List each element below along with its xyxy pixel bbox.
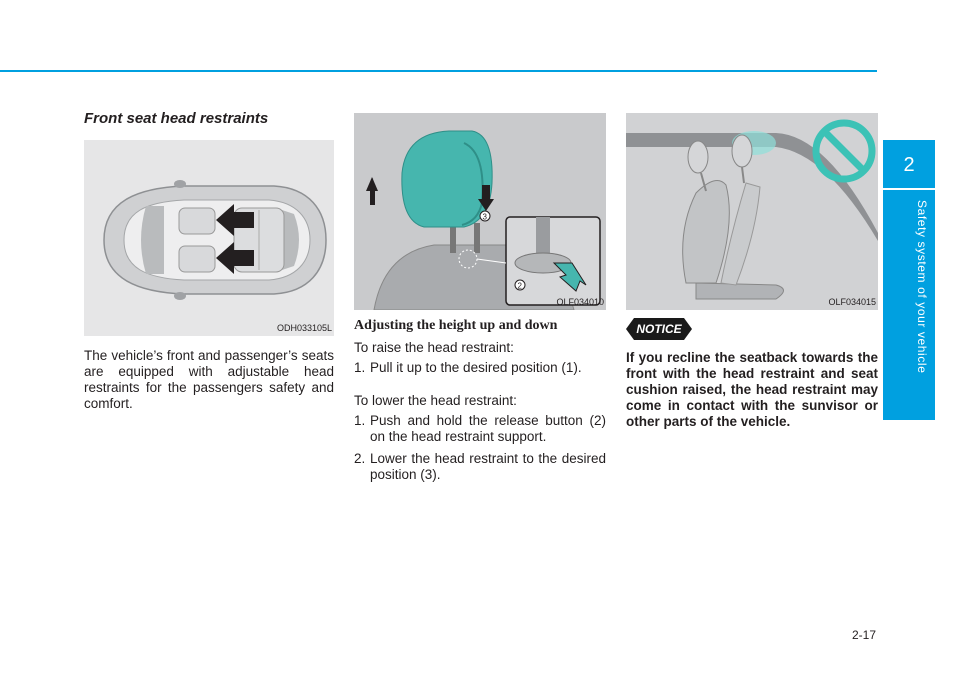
lower-step-2: 2. Lower the head restraint to the desired position (3).: [354, 451, 606, 482]
raise-step-1: 1. Pull it up to the desired position (1).: [354, 360, 582, 375]
head-restraint-illustration: [354, 113, 606, 310]
recline-warning-figure: [626, 113, 878, 310]
chapter-tab: [883, 140, 960, 420]
recline-warning-illustration: [626, 113, 878, 310]
column-1: [84, 110, 334, 412]
raise-steps: [354, 360, 606, 376]
notice-container: [626, 318, 878, 340]
column-2: [354, 113, 606, 489]
callout-3: 3: [482, 212, 487, 222]
header-rule: [0, 70, 877, 72]
lower-step-1: 1. Push and hold the release button (2) on the head restraint support.: [354, 413, 606, 444]
figure-code: ODH033105L: [276, 323, 332, 333]
intro-paragraph: The vehicle’s front and passenger’s seats are equipped with adjustable head restraints for the passengers safety and comfort.: [84, 348, 334, 411]
raise-intro: To raise the head restraint:: [354, 340, 514, 355]
chapter-number: 2: [903, 154, 915, 176]
callout-2: 2: [517, 281, 522, 291]
car-top-view-illustration: [84, 140, 334, 336]
notice-badge: NOTICE: [626, 318, 692, 340]
figure-code: OLF034015: [828, 297, 876, 307]
column-3: [626, 113, 878, 430]
chapter-title: Safety system of your vehicle: [915, 200, 929, 374]
car-top-view-figure: [84, 140, 334, 336]
callout-1: 1: [370, 177, 376, 187]
lower-intro: To lower the head restraint:: [354, 393, 517, 408]
head-restraint-adjust-figure: [354, 113, 606, 310]
lower-steps: [354, 413, 606, 483]
section-title: Front seat head restraints: [84, 110, 269, 127]
figure-code: OLF034010: [556, 297, 604, 307]
notice-text: If you recline the seatback towards the front with the head restraint and seat cushion raised, the head restraint may come in contact with the sunvisor or other parts of the vehicle.: [626, 350, 878, 429]
subsection-heading: Adjusting the height up and down: [354, 318, 558, 333]
page-number: 2-17: [851, 628, 876, 642]
